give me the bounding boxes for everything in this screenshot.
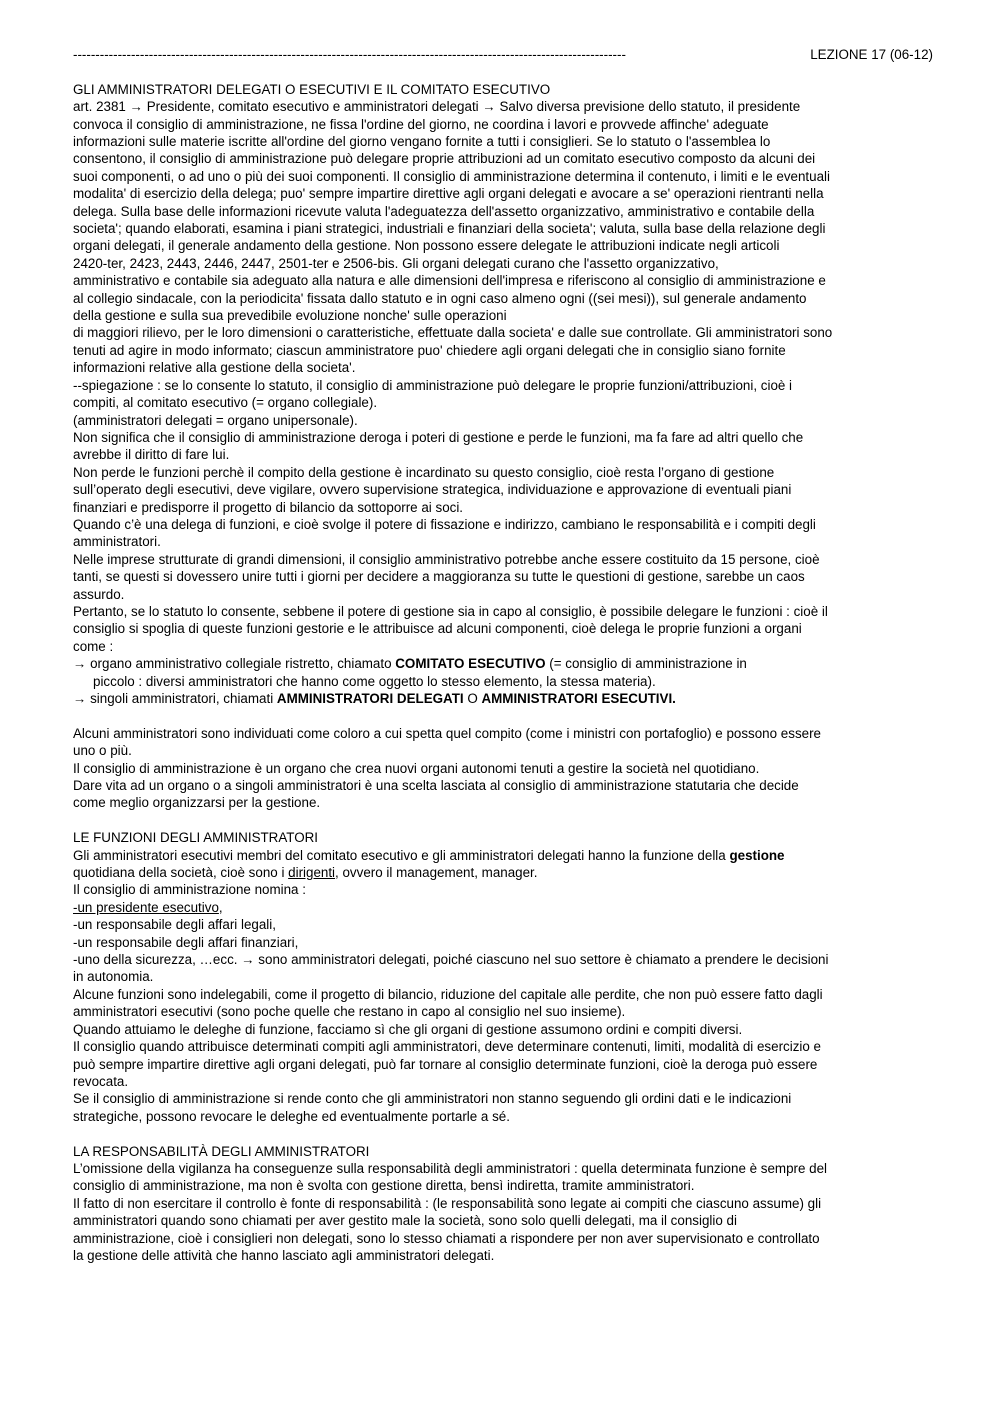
text-line: Alcune funzioni sono indelegabili, come il progetto di bilancio, riduzione del capitale alle perdite, che non può essere fatto dagli [73,986,823,1002]
text-line: Dare vita ad un organo o a singoli amministratori è una scelta lasciata al consiglio di amministrazione statutaria che decide [73,778,799,794]
text-line: Alcuni amministratori sono individuati come coloro a cui spetta quel compito (come i ministri con portafoglio) e possono essere [73,725,821,741]
bullet-continuation: piccolo : diversi amministratori che hanno come oggetto lo stesso elemento, la stessa materia). [93,673,656,689]
text-line: tanti, se questi si dovessero unire tutti i giorni per decidere a maggioranza su tutte le questioni di gestione, sarebbe un caos [73,569,805,585]
text-line: L’omissione della vigilanza ha conseguenze sulla responsabilità degli amministratori : quella determinata funzione è sempre del [73,1160,828,1176]
section-comitato-esecutivo [73,81,933,812]
text-line: finanziari e predisporre il progetto di bilancio da sottoporre ai soci. [73,499,464,515]
section-responsabilita [73,1143,933,1265]
underlined-term: -un presidente esecutivo [73,899,219,915]
text-line: Pertanto, se lo statuto lo consente, sebbene il potere di gestione sia in capo al consiglio, è possibile delegare le funzioni : cioè il [73,603,828,619]
text-line [73,864,933,881]
bullet-text: O [463,691,482,707]
text-line: avrebbe il diritto di fare lui. [73,447,230,463]
text-line: amministrazione, cioè i consiglieri non delegati, sono lo stesso chiamati a rispondere per non aver supervisionato e controllato [73,1230,820,1246]
text-line: amministratori quando sono chiamati per aver gestito male la società, sono solo quelli delegati, ma il consiglio di [73,1213,737,1229]
text-line: Quando c’è una delega di funzioni, e cioè svolge il potere di fissazione e indirizzo, cambiano le responsabilità e i compiti degli [73,516,816,532]
text-span: quotidiana della società, cioè sono i [73,865,289,881]
text-line: suoi componenti, o ad uno o più dei suoi componenti. Il consiglio di amministrazione determina il contenuto, i limiti e le eventuali [73,168,830,184]
bullet-amministratori [73,690,933,707]
text-line: amministratori esecutivi (sono poche quelle che restano in capo al consiglio nel suo insieme). [73,1004,626,1020]
text-span: , ovvero il management, manager. [335,865,538,881]
bullet-text: → organo amministrativo collegiale ristretto, chiamato [73,656,396,672]
bullet-text: → singoli amministratori, chiamati [73,691,277,707]
bullet-text: (= consiglio di amministrazione in [545,656,747,672]
text-line: Non significa che il consiglio di amministrazione deroga i poteri di gestione e perde le funzioni, ma fa fare ad altri quello che [73,429,804,445]
text-line: modalita' di esercizio della delega; puo' sempre impartire direttive agli organi delegati e avocare a se' operazioni rientranti nella [73,186,824,202]
text-line: la gestione delle attività che hanno lasciato agli amministratori delegati. [73,1247,495,1263]
text-line: strategiche, possono revocare le deleghe ed eventualmente portarle a sé. [73,1108,510,1124]
text-line: informazioni relative alla gestione della societa'. [73,360,356,376]
text-line: 2420-ter, 2423, 2443, 2446, 2447, 2501-ter e 2506-bis. Gli organi delegati curano che l'assetto organizzativo, [73,255,719,271]
document-page [73,46,933,1264]
section-title: LA RESPONSABILITÀ DEGLI AMMINISTRATORI [73,1143,370,1159]
text-line: della gestione e sulla sua prevedibile evoluzione nonche' sulle operazioni [73,308,507,324]
bold-term: gestione [729,847,785,863]
text-line: al collegio sindacale, con la periodicita' fissata dallo statuto e in ogni caso almeno ogni ((sei mesi)), sul generale andamento [73,290,807,306]
text-line: come : [73,638,114,654]
bold-term: AMMINISTRATORI DELEGATI [276,691,464,707]
text-line: in autonomia. [73,969,154,985]
spacer [73,63,933,80]
section-title: LE FUNZIONI DEGLI AMMINISTRATORI [73,830,319,846]
text-span: , [218,899,223,915]
text-line: Se il consiglio di amministrazione si rende conto che gli amministratori non stanno seguendo gli ordini dati e le indicazioni [73,1091,792,1107]
lesson-label: LEZIONE 17 (06-12) [810,47,933,62]
text-line: consentono, il consiglio di amministrazione può delegare proprie attribuzioni ad un comitato esecutivo composto da alcuni dei [73,151,816,167]
text-line: Quando attuiamo le deleghe di funzione, facciamo sì che gli organi di gestione assumono ordini e compiti diversi. [73,1021,743,1037]
text-line: assurdo. [73,586,125,602]
text-line: Non perde le funzioni perchè il compito della gestione è incardinato su questo consiglio, cioè resta l’organo di gestione [73,464,775,480]
text-line: Il consiglio di amministrazione nomina : [73,882,306,898]
text-line: (amministratori delegati = organo unipersonale). [73,412,358,428]
text-line: --spiegazione : se lo consente lo statuto, il consiglio di amministrazione può delegare le proprie funzioni/attribuzioni, cioè i [73,377,793,393]
text-line: Il fatto di non esercitare il controllo è fonte di responsabilità : (le responsabilità sono legate ai compiti che ciascuno assume) gli [73,1195,822,1211]
list-item: -uno della sicurezza, …ecc. → sono amministratori delegati, poiché ciascuno nel suo settore è chiamato a prendere le decisioni [73,952,829,968]
text-line [73,847,933,864]
text-line: come meglio organizzarsi per la gestione. [73,795,321,811]
text-line: Il consiglio quando attribuisce determinati compiti agli amministratori, deve determinare contenuti, limiti, modalità di esercizio e [73,1039,821,1055]
text-line: amministratori. [73,534,161,550]
underlined-term: dirigenti [288,865,336,881]
spacer [73,1125,933,1142]
list-item: -un responsabile degli affari legali, [73,917,276,933]
text-line: convoca il consiglio di amministrazione, ne fissa l'ordine del giorno, ne coordina i lavori e provvede affinche' adeguate [73,116,769,132]
text-line: compiti, al comitato esecutivo (= organo collegiale). [73,395,378,411]
text-span: Gli amministratori esecutivi membri del comitato esecutivo e gli amministratori delegati hanno la funzione della [73,847,730,863]
text-line: consiglio si spoglia di queste funzioni gestorie e le attribuisce ad alcuni componenti, cioè delega le proprie funzioni a organi [73,621,802,637]
text-line: amministrativo e contabile sia adeguato alla natura e alle dimensioni dell'impresa e riferiscono al consiglio di amministrazione e [73,273,826,289]
bold-term: COMITATO ESECUTIVO [395,656,546,672]
bullet-comitato [73,655,933,672]
section-title: GLI AMMINISTRATORI DELEGATI O ESECUTIVI E IL COMITATO ESECUTIVO [73,81,551,97]
text-line: Nelle imprese strutturate di grandi dimensioni, il consiglio amministrativo potrebbe anche essere costituito da 15 persone, cioè [73,551,820,567]
section-funzioni [73,829,933,1125]
list-item [73,899,933,916]
text-line: tenuti ad agire in modo informato; ciascun amministratore puo' chiedere agli organi delegati che in consiglio siano fornite [73,342,786,358]
text-line: organi delegati, il generale andamento della gestione. Non possono essere delegate le attribuzioni indicate negli articoli [73,238,780,254]
list-item: -un responsabile degli affari finanziari, [73,934,299,950]
text-line: societa'; quando elaborati, esamina i piani strategici, industriali e finanziari della societa'; valuta, sulla base della relazione degli [73,221,826,237]
text-line: informazioni sulle materie iscritte all'ordine del giorno vengano fornite a tutti i consiglieri. Se lo statuto o l'assemblea lo [73,134,771,150]
spacer [73,707,933,724]
bold-term: AMMINISTRATORI ESECUTIVI. [481,691,676,707]
page-header [73,46,933,63]
spacer [73,812,933,829]
text-line: consiglio di amministrazione, ma non è svolta con gestione diretta, bensì indiretta, tramite amministratori. [73,1178,695,1194]
text-line: art. 2381 → Presidente, comitato esecutivo e amministratori delegati → Salvo diversa previsione dello statuto, il presidente [73,99,801,115]
text-line: uno o più. [73,743,132,759]
text-line: può sempre impartire direttive agli organi delegati, può far tornare al consiglio determinate funzioni, cioè la deroga può essere [73,1056,818,1072]
text-line: sull’operato degli esecutivi, deve vigilare, ovvero supervisione strategica, individuazione e approvazione di eventuali piani [73,482,792,498]
text-line: revocata. [73,1073,129,1089]
text-line: delega. Sulla base delle informazioni ricevute valuta l'adeguatezza dell'assetto organizzativo, amministrativo e contabile della [73,203,815,219]
text-line: di maggiori rilievo, per le loro dimensioni o caratteristiche, effettuate dalla societa' e dalle sue controllate. Gli amministratori sono [73,325,833,341]
text-line: Il consiglio di amministrazione è un organo che crea nuovi organi autonomi tenuti a gestire la società nel quotidiano. [73,760,760,776]
header-rule: ---------------------------------------------------------------------------------------------------------------------------- [73,47,626,62]
